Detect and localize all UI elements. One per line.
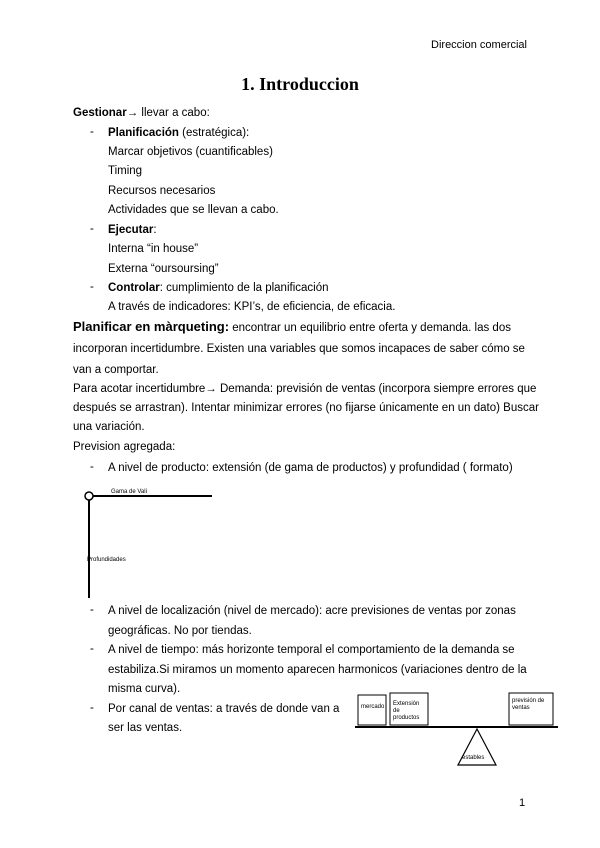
prevision-canal-2: ser las ventas. [108,722,183,734]
mercado-label: mercado [361,704,385,710]
bullet-dash: - [90,643,94,655]
bullet-dash: - [90,702,94,714]
prevision-canal-1: Por canal de ventas: a través de donde van a [108,703,340,715]
acotar-line-1: Para acotar incertidumbre→ Demanda: previsión de ventas (incorpora siempre errores que [73,383,537,395]
extension-label: Extensión de productos [393,701,420,721]
marketing-line-1 [73,320,511,335]
ejecutar-item: Externa “oursoursing” [108,263,219,275]
ejecutar-text: : [153,224,157,236]
planificacion-item: Recursos necesarios [108,185,216,197]
axes-diagram [80,488,220,600]
controlar-term: Controlar [108,282,160,294]
gestionar-text: llevar a cabo: [141,107,210,119]
bullet-dash: - [90,461,94,473]
ejecutar-term: Ejecutar [108,224,154,236]
prevision-localizacion-1: A nivel de localización (nivel de mercado): acre previsiones de ventas por zonas [108,605,516,617]
planificacion-item: Marcar objetivos (cuantificables) [108,146,273,158]
prevision-localizacion-2: geográficas. No por tiendas. [108,625,252,637]
arrow-icon: → [126,107,139,119]
bullet-dash: - [90,223,94,235]
acotar-line-3: una variación. [73,421,145,433]
planificacion-item: Timing [108,165,143,177]
bullet-dash: - [90,604,94,616]
controlar-item: A través de indicadores: KPI’s, de eficiencia, de eficacia. [108,301,396,313]
bullet-dash: - [90,126,94,138]
prevision-tiempo-1: A nivel de tiempo: más horizonte temporal el comportamiento de la demanda se [108,644,515,656]
running-header: Direccion comercial [431,39,527,51]
planificacion-term: Planificación [108,127,179,139]
mercado-box [358,695,386,725]
controlar-line [108,281,329,295]
page-title: 1. Introduccion [241,74,359,94]
fulcrum-label: estables [462,755,485,761]
gestionar-term: Gestionar [73,107,127,119]
marketing-line-3: van a comportar. [73,364,159,376]
controlar-text: : cumplimiento de la planificación [159,282,329,294]
page-number: 1 [519,797,526,809]
ejecutar-line [108,223,157,237]
ejecutar-item: Interna “in house” [108,243,199,255]
prevision-tiempo-2: estabiliza.Si miramos un momento aparecen harmonicos (variaciones dentro de la [108,664,527,676]
prevision-heading: Prevision agregada: [73,441,176,453]
planificacion-line [108,126,249,140]
bullet-dash: - [90,281,94,293]
acotar-line-2: después se arrastran). Intentar minimizar errores (no fijarse únicamente en un dato) Buscar [73,402,539,414]
planificacion-item: Actividades que se llevan a cabo. [108,204,279,216]
marketing-term: Planificar en màrqueting: [73,319,230,334]
planificacion-text: (estratégica): [178,127,250,139]
prevision-label: previsión de ventas [512,698,545,711]
prevision-producto: A nivel de producto: extensión (de gama de productos) y profundidad ( formato) [108,462,513,474]
origin-circle [85,492,93,500]
axis-label-side: Profundidades [87,557,126,563]
marketing-text: encontrar un equilibrio entre oferta y demanda. las dos [229,322,511,334]
gestionar-line [73,106,210,120]
prevision-tiempo-3: misma curva). [108,683,181,695]
marketing-line-2: incorporan incertidumbre. Existen una variables que somos incapaces de saber cómo se [73,343,525,355]
axis-label-top: Gama de Vali [111,489,147,495]
